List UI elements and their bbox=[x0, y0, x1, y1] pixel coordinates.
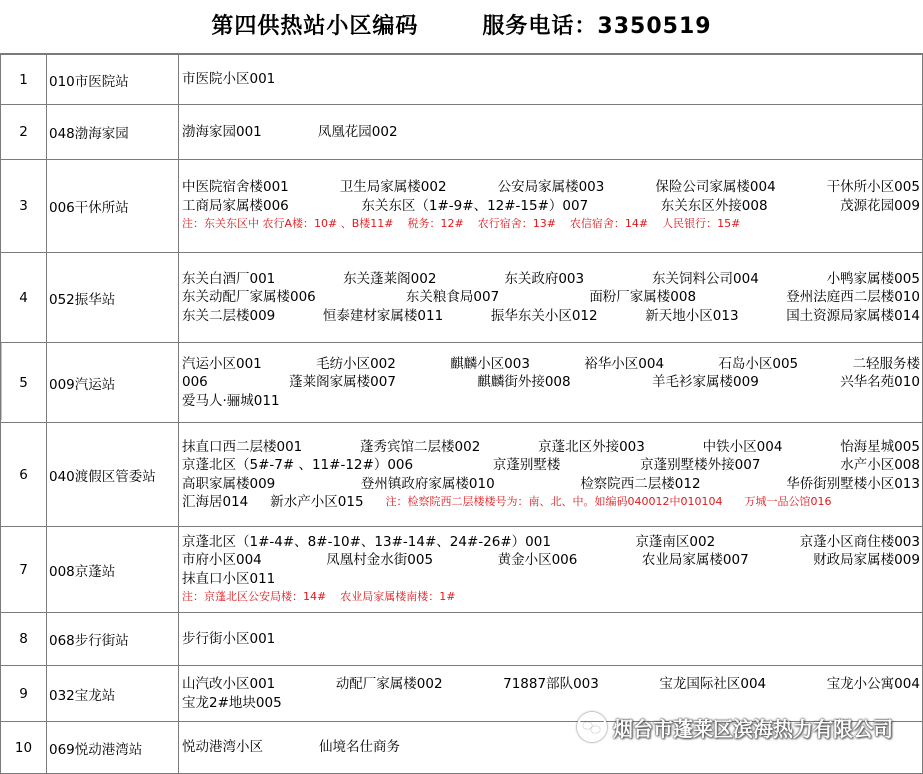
row-number: 8 bbox=[1, 613, 47, 666]
community-code: 农行宿舍：13# bbox=[477, 217, 556, 231]
station-name: 040渡假区管委站 bbox=[47, 423, 179, 527]
community-code: 宝龙2#地块005 bbox=[182, 694, 282, 711]
service-phone: 服务电话：3350519 bbox=[482, 14, 712, 39]
code-line bbox=[182, 456, 920, 475]
community-code: 黄金小区006 bbox=[497, 552, 578, 568]
community-code: 农业局家属楼007 bbox=[641, 552, 749, 568]
community-code: 东关粮食局007 bbox=[405, 289, 500, 306]
community-code: 人民银行：15# bbox=[662, 217, 741, 231]
community-code: 东关东区外接008 bbox=[660, 197, 768, 214]
code-line bbox=[182, 373, 920, 392]
table-row bbox=[1, 253, 923, 343]
table-row bbox=[1, 423, 923, 527]
community-code: 保险公司家属楼004 bbox=[655, 179, 776, 196]
code-line bbox=[182, 694, 920, 713]
community-code: 检察院西二层楼012 bbox=[580, 475, 701, 492]
row-number: 6 bbox=[1, 423, 47, 527]
community-codes bbox=[179, 613, 923, 666]
row-number: 3 bbox=[1, 160, 47, 253]
community-code: 市医院小区001 bbox=[182, 71, 276, 88]
code-line bbox=[182, 533, 920, 552]
station-name: 009汽运站 bbox=[47, 343, 179, 423]
community-code: 石岛小区005 bbox=[718, 355, 799, 372]
community-code: 71887部队003 bbox=[503, 676, 599, 692]
community-code: 毛纺小区002 bbox=[316, 355, 396, 372]
community-code: 凤凰花园002 bbox=[317, 123, 398, 140]
community-code: 高职家属楼009 bbox=[182, 475, 276, 492]
community-code: 注：京蓬北区公安局楼：14# bbox=[182, 590, 327, 603]
code-line bbox=[182, 475, 920, 494]
station-name: 032宝龙站 bbox=[47, 666, 179, 722]
community-codes bbox=[179, 527, 923, 613]
row-number: 7 bbox=[1, 527, 47, 613]
wechat-icon bbox=[577, 712, 607, 742]
community-code: 东关蓬莱阁002 bbox=[343, 270, 437, 287]
station-name: 006干休所站 bbox=[47, 160, 179, 253]
community-codes bbox=[179, 253, 923, 343]
community-code: 006 bbox=[182, 374, 208, 391]
code-line bbox=[182, 197, 920, 216]
community-code: 渤海家园001 bbox=[182, 123, 262, 140]
community-code: 面粉厂家属楼008 bbox=[589, 289, 697, 306]
community-code: 东关政府003 bbox=[504, 270, 585, 287]
community-code: 二轻服务楼 bbox=[852, 355, 920, 372]
community-code: 中铁小区004 bbox=[702, 438, 783, 455]
community-codes bbox=[179, 105, 923, 160]
code-line bbox=[182, 307, 920, 326]
community-code: 裕华小区004 bbox=[584, 355, 665, 372]
row-number: 2 bbox=[1, 105, 47, 160]
row-number: 10 bbox=[1, 722, 47, 774]
community-code: 怡海星城005 bbox=[840, 438, 920, 455]
station-name: 052振华站 bbox=[47, 253, 179, 343]
station-title: 第四供热站小区编码 bbox=[211, 14, 419, 39]
community-code: 农业局家属楼南楼：1# bbox=[340, 590, 456, 603]
code-line bbox=[182, 288, 920, 307]
community-code: 振华东关小区012 bbox=[490, 307, 598, 324]
row-number: 4 bbox=[1, 253, 47, 343]
community-code: 东关饲料公司004 bbox=[652, 270, 759, 287]
station-name: 048渤海家园 bbox=[47, 105, 179, 160]
community-code: 东关白酒厂001 bbox=[182, 270, 276, 287]
community-code: 东关动配厂家属楼006 bbox=[182, 289, 316, 306]
code-line bbox=[182, 178, 920, 197]
code-line bbox=[182, 630, 920, 649]
community-code: 仙境名仕商务 bbox=[319, 739, 400, 756]
community-code: 水产小区008 bbox=[840, 457, 920, 473]
community-code: 步行街小区001 bbox=[182, 630, 276, 647]
community-code: 小鸭家属楼005 bbox=[826, 270, 920, 287]
community-code: 京蓬北区（1#-4#、8#-10#、13#-14#、24#-26#）001 bbox=[182, 533, 551, 550]
community-code: 兴华名苑010 bbox=[840, 374, 920, 391]
table-row bbox=[1, 613, 923, 666]
community-code: 税务：12# bbox=[407, 217, 464, 231]
community-code: 万城一品公馆016 bbox=[744, 495, 832, 508]
community-code: 东关二层楼009 bbox=[182, 307, 276, 324]
community-code: 蓬秀宾馆二层楼002 bbox=[360, 438, 481, 455]
community-code: 财政局家属楼009 bbox=[813, 552, 920, 568]
community-code: 抹直口小区011 bbox=[182, 570, 276, 587]
page-title bbox=[0, 0, 923, 54]
community-codes bbox=[179, 55, 923, 105]
note-line bbox=[182, 588, 920, 607]
watermark-text: 烟台市蓬莱区滨海热力有限公司 bbox=[613, 716, 893, 741]
table-row bbox=[1, 343, 923, 423]
community-code: 恒泰建材家属楼011 bbox=[322, 307, 444, 324]
community-code: 蓬莱阁家属楼007 bbox=[289, 374, 396, 391]
community-code: 中医院宿舍楼001 bbox=[182, 179, 289, 196]
code-line bbox=[182, 551, 920, 570]
community-code: 农信宿舍：14# bbox=[569, 217, 649, 231]
community-code: 东关东区（1#-9#、12#-15#）007 bbox=[361, 197, 589, 214]
community-code: 动配厂家属楼002 bbox=[335, 676, 443, 692]
community-code: 抹直口西二层楼001 bbox=[182, 438, 303, 455]
row-number: 5 bbox=[1, 343, 47, 423]
community-code: 国土资源局家属楼014 bbox=[786, 307, 920, 324]
community-code: 新天地小区013 bbox=[645, 307, 739, 324]
table-row bbox=[1, 55, 923, 105]
community-code: 茂源花园009 bbox=[840, 197, 920, 214]
community-code: 悦动港湾小区 bbox=[182, 739, 263, 756]
table-row bbox=[1, 160, 923, 253]
station-name: 008京蓬站 bbox=[47, 527, 179, 613]
community-code: 汽运小区001 bbox=[182, 355, 262, 372]
community-code: 京蓬北区（5#-7# 、11#-12#）006 bbox=[182, 457, 414, 473]
table-row bbox=[1, 527, 923, 613]
community-code: 公安局家属楼003 bbox=[497, 179, 605, 196]
community-code: 宝龙国际社区004 bbox=[659, 676, 767, 692]
community-code: 京蓬别墅楼外接007 bbox=[640, 457, 761, 473]
station-code-table bbox=[0, 54, 923, 774]
community-code: 登州法庭西二层楼010 bbox=[786, 289, 920, 306]
table-row bbox=[1, 105, 923, 160]
station-name: 010市医院站 bbox=[47, 55, 179, 105]
community-code: 登州镇政府家属楼010 bbox=[360, 475, 495, 492]
community-code: 华侨街别墅楼小区013 bbox=[786, 475, 920, 492]
community-code: 麒麟小区003 bbox=[450, 355, 530, 372]
station-name: 068步行街站 bbox=[47, 613, 179, 666]
row-number: 9 bbox=[1, 666, 47, 722]
row-number: 1 bbox=[1, 55, 47, 105]
community-code: 工商局家属楼006 bbox=[182, 197, 289, 214]
community-code: 新水产小区015 bbox=[270, 494, 364, 510]
code-line bbox=[182, 70, 920, 89]
community-code: 卫生局家属楼002 bbox=[339, 179, 447, 196]
code-line bbox=[182, 675, 920, 694]
community-codes bbox=[179, 343, 923, 423]
community-code: 市府小区004 bbox=[182, 552, 262, 568]
code-line bbox=[182, 270, 920, 289]
station-name: 069悦动港湾站 bbox=[47, 722, 179, 774]
community-codes bbox=[179, 160, 923, 253]
community-code: 干休所小区005 bbox=[826, 179, 920, 196]
community-code: 京蓬北区外接003 bbox=[538, 438, 645, 455]
community-code: 注：东关东区中 农行A楼：10# 、B楼11# bbox=[182, 217, 394, 231]
code-line bbox=[182, 355, 920, 374]
code-line bbox=[182, 570, 920, 589]
code-line bbox=[182, 123, 920, 142]
community-code: 麒麟街外接008 bbox=[477, 374, 571, 391]
community-code: 爱马人·骊城011 bbox=[182, 392, 280, 409]
code-line bbox=[182, 392, 920, 411]
community-code: 京蓬别墅楼 bbox=[492, 457, 561, 473]
community-codes bbox=[179, 423, 923, 527]
code-line bbox=[182, 493, 920, 512]
community-code: 凤凰村金水街005 bbox=[326, 552, 434, 568]
community-code: 京蓬南区002 bbox=[635, 533, 716, 550]
watermark bbox=[577, 712, 893, 742]
note-line bbox=[182, 215, 920, 234]
community-code: 羊毛衫家属楼009 bbox=[652, 374, 759, 391]
community-code: 京蓬小区商住楼003 bbox=[799, 533, 920, 550]
code-line bbox=[182, 438, 920, 457]
community-code: 宝龙小公寓004 bbox=[826, 676, 920, 692]
community-code: 山汽改小区001 bbox=[182, 676, 276, 692]
community-code: 注：检察院西二层楼楼号为：南、北、中。如编码040012中010104 bbox=[385, 495, 723, 508]
community-code: 汇海居014 bbox=[182, 494, 249, 510]
